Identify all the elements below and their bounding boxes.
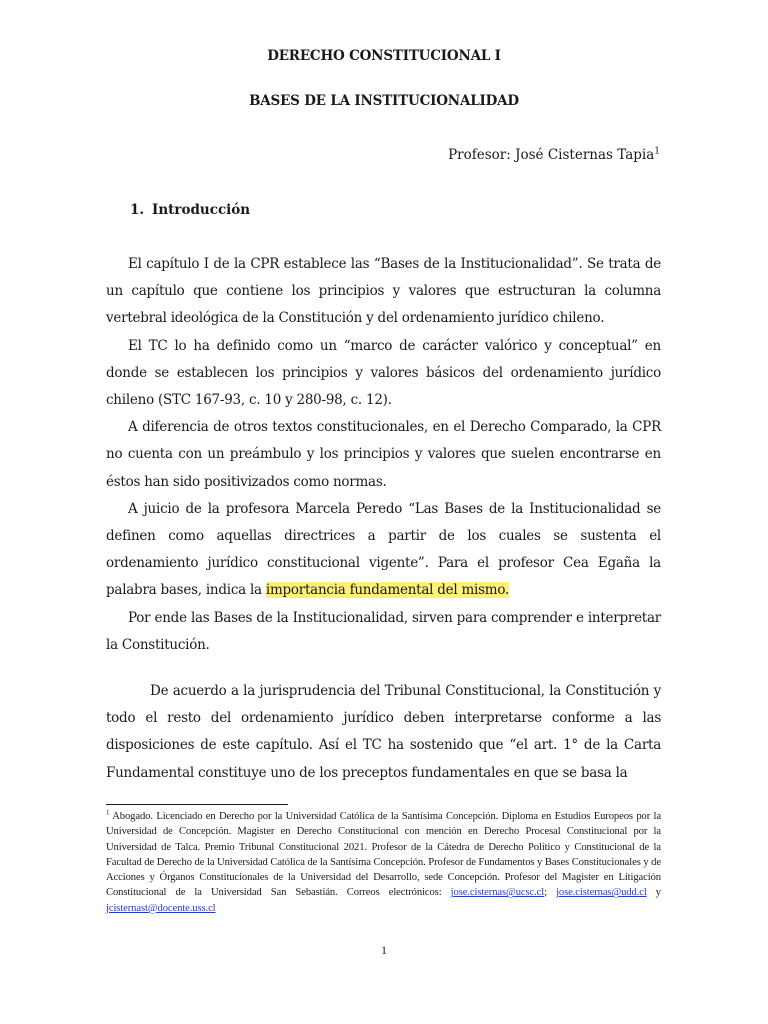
footnote xyxy=(106,809,661,916)
paragraph xyxy=(106,496,661,605)
section-heading xyxy=(130,202,250,218)
footnote-separator xyxy=(106,804,288,805)
author-line xyxy=(448,147,660,163)
email-link[interactable]: jose.cisternas@udd.cl xyxy=(556,887,647,899)
paragraph-text: A juicio de la profesora Marcela Peredo “Las Bases de la Institucionalidad se definen como aquellas directrices a partir de los cuales se sustenta el ordenamiento jurídico constitucional vigente”. Para el profesor Cea Egaña la palabra bases, indica la xyxy=(106,500,661,599)
paragraph: De acuerdo a la jurisprudencia del Tribunal Constitucional, la Constitución y todo el resto del ordenamiento jurídico deben interpretarse conforme a las disposiciones de este capítulo. Así el TC ha sostenido que “el art. 1° de la Carta Fundamental constituye uno de los preceptos fundamentales en que se basa la xyxy=(106,683,661,781)
footnote-ref: 1 xyxy=(654,146,660,157)
footnote-marker: 1 xyxy=(106,808,110,817)
section-number: 1. xyxy=(130,202,145,218)
document-subtitle: BASES DE LA INSTITUCIONALIDAD xyxy=(249,93,519,109)
paragraph: El capítulo I de la CPR establece las “Bases de la Institucionalidad”. Se trata de un capítulo que contiene los principios y valores que estructuran la columna vertebral ideológica de la Constitución y del ordenamiento jurídico chileno. xyxy=(106,256,661,327)
page-number: 1 xyxy=(381,943,387,957)
separator: y xyxy=(646,887,661,899)
highlighted-text: importancia fundamental del mismo. xyxy=(265,582,510,599)
body-text-continued xyxy=(106,678,661,787)
paragraph: A diferencia de otros textos constitucionales, en el Derecho Comparado, la CPR no cuenta con un preámbulo y los principios y valores que suelen encontrarse en éstos han sido positivizados como normas. xyxy=(106,419,661,490)
course-title: DERECHO CONSTITUCIONAL I xyxy=(267,48,501,64)
footnote-text: Abogado. Licenciado en Derecho por la Universidad Católica de la Santísima Concepción. Diploma en Estudios Europeos por la Universidad de Concepción. Magister en Derecho Constitucional con mención en Derecho Procesal Constitucional por la Universidad de Talca. Premio Tribunal Constitucional 2021. Profesor de la Cátedra de Derecho Político y Constitucional de la Facultad de Derecho de la Universidad Católica de la Santísima Concepción. Profesor de Fundamentos y Bases Constitucionales y de Acciones y Órganos Constitucionales de la Universidad del Desarrollo, sede Concepción. Profesor del Magister en Litigación Constitucional de la Universidad San Sebastián. Correos electrónicos: xyxy=(106,811,661,899)
paragraph: Por ende las Bases de la Institucionalidad, sirven para comprender e interpretar la Constitución. xyxy=(106,609,661,653)
separator: ; xyxy=(544,887,547,899)
email-link[interactable]: jose.cisternas@ucsc.cl xyxy=(450,887,545,899)
body-text xyxy=(106,251,661,659)
paragraph: El TC lo ha definido como un “marco de carácter valórico y conceptual” en donde se establecen los principios y valores básicos del ordenamiento jurídico chileno (STC 167-93, c. 10 y 280-98, c. 12). xyxy=(106,337,661,409)
email-link[interactable]: jcisternast@docente.uss.cl xyxy=(106,902,216,914)
section-title: Introducción xyxy=(152,202,251,218)
author-name: Profesor: José Cisternas Tapia xyxy=(448,147,655,163)
